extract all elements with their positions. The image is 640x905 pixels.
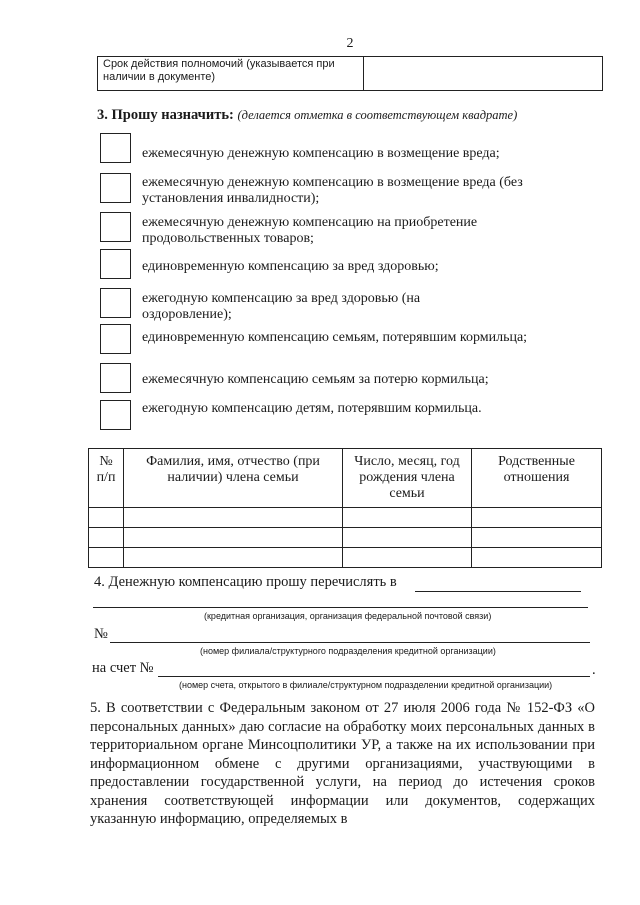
- option-label-4: единовременную компенсацию за вред здоровью;: [142, 259, 439, 274]
- table-header: № п/п: [89, 449, 124, 508]
- option-label-7: ежемесячную компенсацию семьям за потерю кормильца;: [142, 372, 489, 387]
- table-cell[interactable]: [124, 528, 343, 548]
- option-label-2: ежемесячную денежную компенсацию в возмещение вреда (без установления инвалидности);: [142, 175, 523, 206]
- section3-title: 3. Прошу назначить:: [97, 107, 234, 123]
- table-header: Фамилия, имя, отчество (при наличии) члена семьи: [124, 449, 343, 508]
- checkbox-option-6[interactable]: [100, 324, 131, 354]
- table-cell[interactable]: [472, 548, 602, 568]
- account-end: .: [592, 662, 596, 678]
- family-members-table: [88, 448, 602, 568]
- checkbox-option-5[interactable]: [100, 288, 131, 318]
- table-cell[interactable]: [343, 508, 472, 528]
- authority-period-label: Срок действия полномочий (указывается при наличии в документе): [98, 57, 364, 91]
- checkbox-option-4[interactable]: [100, 249, 131, 279]
- checkbox-option-2[interactable]: [100, 173, 131, 203]
- checkbox-option-8[interactable]: [100, 400, 131, 430]
- section3-heading: [97, 107, 517, 124]
- account-number-field[interactable]: [158, 676, 590, 677]
- checkbox-option-7[interactable]: [100, 363, 131, 393]
- table-row: [89, 548, 602, 568]
- branch-number-field[interactable]: [110, 642, 590, 643]
- bank-name-field-line2[interactable]: [93, 607, 588, 608]
- option-label-1: ежемесячную денежную компенсацию в возмещение вреда;: [142, 146, 500, 161]
- authority-period-table: [97, 56, 603, 91]
- table-cell[interactable]: [89, 528, 124, 548]
- caption-account: (номер счета, открытого в филиале/структурном подразделении кредитной организации): [179, 680, 553, 690]
- checkbox-option-3[interactable]: [100, 212, 131, 242]
- table-cell[interactable]: [89, 508, 124, 528]
- option-label-8: ежегодную компенсацию детям, потерявшим кормильца.: [142, 401, 482, 416]
- caption-bank-org: (кредитная организация, организация федеральной почтовой связи): [204, 611, 492, 621]
- branch-number-label: №: [94, 626, 108, 642]
- table-cell[interactable]: [124, 508, 343, 528]
- table-header: Родственные отношения: [472, 449, 602, 508]
- table-cell[interactable]: [343, 548, 472, 568]
- option-label-6: единовременную компенсацию семьям, потерявшим кормильца;: [142, 330, 528, 345]
- consent-paragraph: 5. В соответствии с Федеральным законом от 27 июля 2006 года № 152-ФЗ «О персональных данных» даю согласие на обработку моих персональных данных в территориальном органе Минсоцполитики УР, а также на их использовании при информационном обмене с другими организациями, участвующими в предоставлении государственной услуги, на период до истечения сроков хранения соответствующей информации или документов, содержащих указанную информацию, определяемых в: [90, 700, 595, 827]
- section3-note: (делается отметка в соответствующем квадрате): [237, 108, 518, 122]
- caption-branch: (номер филиала/структурного подразделения кредитной организации): [200, 646, 496, 656]
- account-label: на счет №: [92, 660, 154, 676]
- table-cell[interactable]: [89, 548, 124, 568]
- table-cell[interactable]: [472, 528, 602, 548]
- table-header: Число, месяц, год рождения члена семьи: [343, 449, 472, 508]
- page-number: 2: [346, 36, 354, 51]
- table-cell[interactable]: [343, 528, 472, 548]
- checkbox-option-1[interactable]: [100, 133, 131, 163]
- table-cell[interactable]: [472, 508, 602, 528]
- option-label-5: ежегодную компенсацию за вред здоровью (на оздоровление);: [142, 291, 421, 322]
- authority-period-value[interactable]: [364, 57, 603, 91]
- option-label-3: ежемесячную денежную компенсацию на приобретение продовольственных товаров;: [142, 215, 478, 246]
- section4-text: 4. Денежную компенсацию прошу перечислять в: [94, 574, 397, 590]
- table-row: [89, 508, 602, 528]
- table-row: [89, 528, 602, 548]
- table-cell[interactable]: [124, 548, 343, 568]
- table-header-row: [89, 449, 602, 508]
- bank-name-field[interactable]: [415, 591, 581, 592]
